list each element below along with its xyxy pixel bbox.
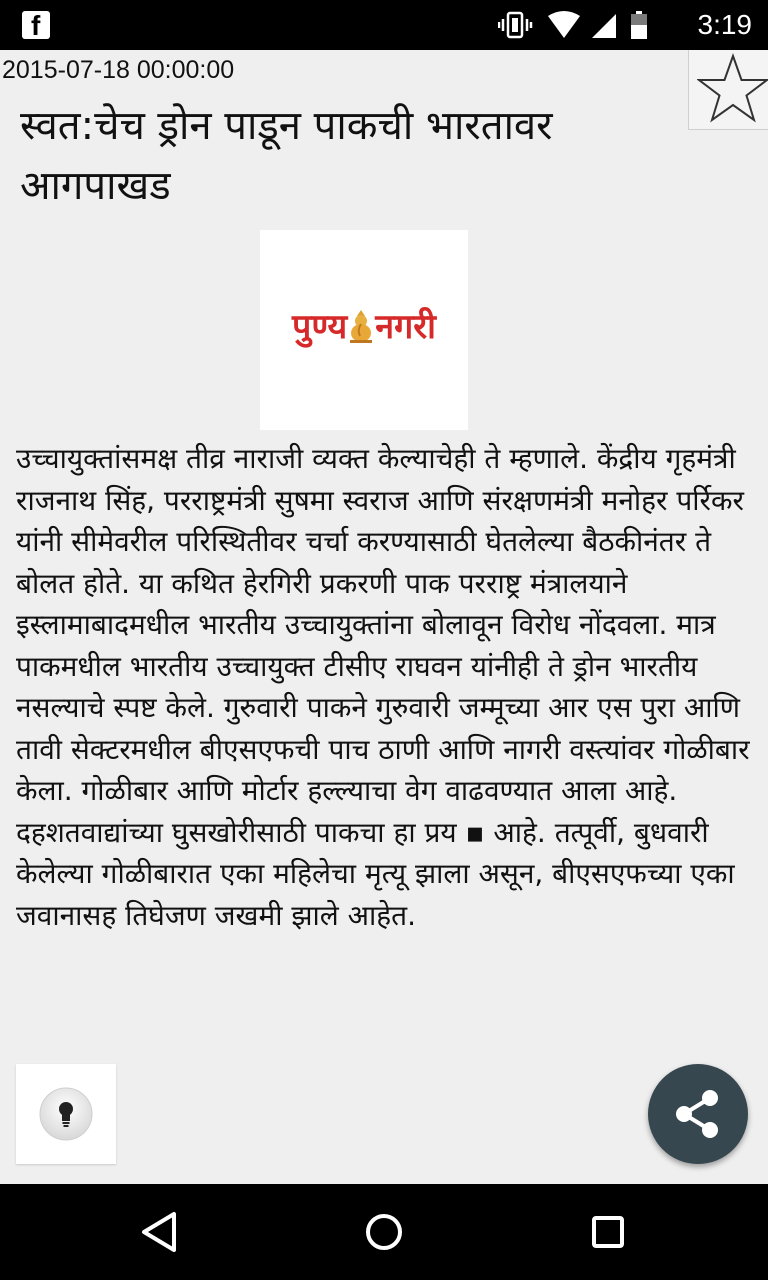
status-bar bbox=[0, 0, 768, 50]
status-icons bbox=[498, 10, 668, 40]
share-icon bbox=[670, 1086, 726, 1142]
article-date: 2015-07-18 00:00:00 bbox=[2, 56, 235, 84]
logo-text-part1: पुण्य bbox=[292, 307, 348, 347]
navigation-bar bbox=[0, 1184, 768, 1280]
lightbulb-icon bbox=[38, 1086, 94, 1142]
ganesha-icon bbox=[348, 308, 374, 344]
battery-icon bbox=[631, 11, 647, 39]
wifi-icon bbox=[548, 11, 580, 38]
vibrate-icon bbox=[499, 13, 531, 37]
signal-icon bbox=[592, 14, 616, 38]
facebook-icon: f bbox=[22, 11, 50, 39]
status-time: 3:19 bbox=[697, 9, 752, 40]
home-circle-icon[interactable] bbox=[360, 1208, 408, 1256]
favorite-button[interactable] bbox=[688, 50, 768, 130]
logo-text-part2: नगरी bbox=[375, 307, 436, 347]
publisher-logo bbox=[260, 230, 468, 430]
back-triangle-icon[interactable] bbox=[136, 1208, 184, 1256]
night-mode-button[interactable] bbox=[16, 1064, 116, 1164]
share-button[interactable] bbox=[648, 1064, 748, 1164]
article-body: उच्चायुक्तांसमक्ष तीव्र नाराजी व्यक्त केल्याचेही ते म्हणाले. केंद्रीय गृहमंत्री राजनाथ सिंह, परराष्ट्रमंत्री सुषमा स्वराज आणि संरक्षणमंत्री मनोहर पर्रिकर यांनी सीमेवरील परिस्थितीवर चर्चा करण्यासाठी घेतलेल्या बैठकीनंतर ते बोलत होते. या कथित हेरगिरी प्रकरणी पाक परराष्ट्र मंत्रालयाने इस्लामाबादमधील भारतीय उच्चायुक्तांना बोलावून विरोध नोंदवला. मात्र पाकमधील भारतीय उच्चायुक्त टीसीए राघवन यांनीही ते ड्रोन भारतीय नसल्याचे स्पष्ट केले. गुरुवारी पाकने गुरुवारी जम्मूच्या आर एस पुरा आणि तावी सेक्टरमधील बीएसएफची पाच ठाणी आणि नागरी वस्त्यांवर गोळीबार केला. गोळीबार आणि मोर्टार हल्ल्याचा वेग वाढवण्यात आला आहे. दहशतवाद्यांच्या घुसखोरीसाठी पाकचा हा प्रय ▪ आहे. तत्पूर्वी, बुधवारी केलेल्या गोळीबारात एका महिलेचा मृत्यू झाला असून, बीएसएफच्या एका जवानासह तिघेजण जखमी झाले आहेत. bbox=[16, 442, 750, 932]
recents-square-icon[interactable] bbox=[584, 1208, 632, 1256]
article-title: स्वत:चेच ड्रोन पाडून पाकची भारतावर आगपाखड bbox=[20, 103, 553, 209]
star-outline-icon bbox=[697, 53, 768, 125]
